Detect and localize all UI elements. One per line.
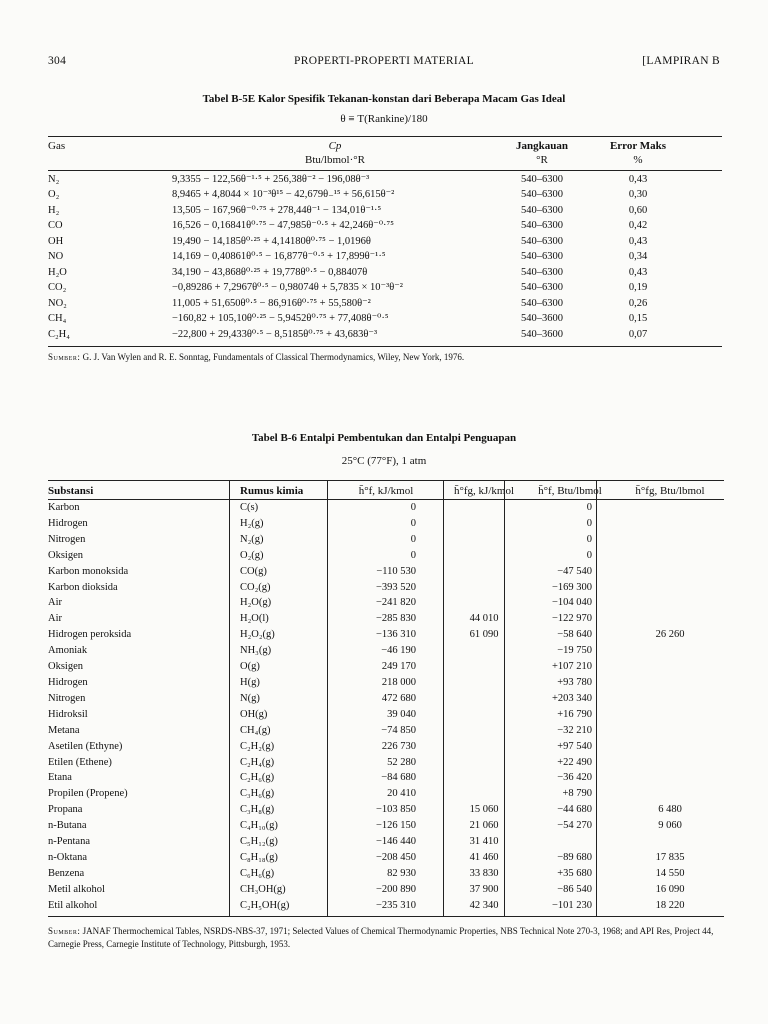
hfg-si-value [444,500,524,516]
chemical-formula: NH₃(g) [240,645,272,657]
cp-formula: 13,505 − 167,96θ⁻⁰·⁷⁵ + 278,44θ⁻¹ − 134,01θ⁻¹·⁵ [172,204,382,216]
error-value: 0,43 [628,266,648,278]
substance-name: n-Oktana [48,851,88,863]
hfg-us-value [616,723,724,739]
hf-si-value: 52 280 [387,756,416,768]
hfg-us-value [616,691,724,707]
hf-us-value: 0 [586,533,592,545]
chemical-formula: C(s) [240,502,259,513]
range-value: 540–6300 [521,204,563,216]
hf-si-value: 39 040 [387,708,416,720]
source-text: G. J. Van Wylen and R. E. Sonntag, Fundamentals of Classical Thermodynamics, Wiley, New York, 1976. [82,352,465,362]
substance-name: Amoniak [48,645,88,657]
table-b5e-bottom-rule [48,346,722,347]
chemical-formula: N(g) [240,692,260,704]
chemical-formula: N₂(g) [240,533,264,545]
gas-name: NO₂ [48,297,67,309]
chemical-formula: C₄H₁₀(g) [240,820,278,832]
chemical-formula: C₆H₆(g) [240,867,275,879]
chemical-formula: C₂H₅OH(g) [240,899,290,911]
hfg-si-value [444,755,524,771]
hfg-si-value [444,548,524,564]
hf-us-value: +203 340 [551,692,592,704]
hf-us-value: +35 680 [557,867,592,879]
divider [229,481,230,916]
range-value: 540–6300 [521,220,563,232]
hfg-us-value [616,755,724,771]
range-value: 540–6300 [521,266,563,278]
hf-us-value: +8 790 [562,788,592,800]
hfg-si-value: 33 830 [469,867,499,879]
substance-name: Air [48,613,62,625]
hfg-si-value: 31 410 [469,836,499,848]
chemical-formula: OH(g) [240,708,268,720]
range-value: 540–6300 [521,251,563,263]
hf-us-value: −86 540 [557,883,592,895]
hfg-si-value [444,564,524,580]
substance-name: Nitrogen [48,692,86,704]
range-value: 540–6300 [521,189,563,201]
hf-si-value: −110 530 [376,565,416,577]
divider [504,481,505,916]
chemical-formula: CH₄(g) [240,724,271,736]
hf-us-value: −104 040 [551,597,592,609]
hf-us-value: 0 [586,549,592,561]
gas-name: N₂ [48,174,60,185]
hfg-us-value [616,548,724,564]
hf-si-value: −84 680 [381,772,416,784]
range-value: 540–6300 [521,174,563,185]
substance-name: Metana [48,724,80,736]
hf-si-value: −136 310 [375,629,416,641]
gas-name: CO [48,220,63,232]
gas-name: OH [48,235,64,247]
substance-name: Metil alkohol [48,883,105,895]
divider [596,481,597,916]
hf-si-value: −241 820 [375,597,416,609]
range-value: 540–3600 [521,313,563,325]
hfg-us-value [616,675,724,691]
substance-name: Hidrogen peroksida [48,629,132,641]
substance-name: Karbon [48,502,80,513]
table-b6-title: Tabel B-6 Entalpi Pembentukan dan Entalpi Penguapan [251,432,517,444]
hf-si-value: 0 [410,502,416,513]
range-value: 540–3600 [521,328,563,340]
hf-si-value: 472 680 [381,692,416,704]
hfg-si-value [444,707,524,723]
hf-us-value: −44 680 [557,804,592,816]
hfg-us-value [616,786,724,802]
hf-us-value: +22 490 [557,756,592,768]
hfg-si-value [444,643,524,659]
error-value: 0,26 [628,297,648,309]
range-value: 540–6300 [521,297,563,309]
substance-name: Propilen (Propene) [48,788,128,800]
hf-si-value: −393 520 [375,581,416,593]
substance-name: Oksigen [48,661,83,673]
substance-name: Etilen (Ethene) [48,756,112,768]
chemical-formula: CH₃OH(g) [240,883,286,895]
chemical-formula: H₂O(g) [240,597,272,609]
hfg-si-value: 61 090 [469,629,499,641]
chemical-formula: H₂O₂(g) [240,629,275,641]
hfg-us-value [616,770,724,786]
source-label: Sumber: [48,926,81,936]
substance-name: Nitrogen [48,533,86,545]
hfg-si-value: 21 060 [469,820,499,832]
hfg-us-value [616,595,724,611]
error-value: 0,19 [628,282,648,294]
hf-si-value: 249 170 [381,661,416,673]
chemical-formula: C₂H₄(g) [240,756,275,768]
hf-us-value: −32 210 [557,724,592,736]
divider [327,481,328,916]
hf-si-value: −208 450 [375,851,416,863]
hf-si-value: 0 [410,517,416,529]
hfg-si-value [444,532,524,548]
running-title: PROPERTI-PROPERTI MATERIAL [294,55,474,67]
header-hfg-us: h̄°fg, Btu/lbmol [635,485,705,497]
hf-si-value: 82 930 [387,867,416,879]
hfg-us-value: 9 060 [658,820,682,832]
cp-formula: −160,82 + 105,10θ⁰·²⁵ − 5,9452θ⁰·⁷⁵ + 77,408θ⁻⁰·⁵ [172,313,389,325]
hf-si-value: −103 850 [375,804,416,816]
cp-formula: 9,3355 − 122,56θ⁻¹·⁵ + 256,38θ⁻² − 196,08θ⁻³ [172,174,370,185]
hfg-si-value [444,786,524,802]
error-value: 0,60 [628,204,648,216]
hfg-us-value [616,564,724,580]
hfg-us-value [616,500,724,516]
hfg-si-value: 42 340 [469,899,499,911]
substance-name: Hidrogen [48,676,88,688]
gas-name: CO₂ [48,282,67,294]
header-hf-si: h̄°f, kJ/kmol [358,485,414,497]
hfg-si-value [444,739,524,755]
substance-name: Oksigen [48,549,83,561]
hf-si-value: 218 000 [381,676,416,688]
hf-us-value: −19 750 [557,645,592,657]
hf-us-value: −101 230 [551,899,592,911]
table-b5e-body [48,172,692,342]
gas-name: CH₄ [48,313,67,325]
chemical-formula: CO(g) [240,565,267,577]
cp-formula: 8,9465 + 4,8044 × 10⁻³θ¹⁵ − 42,679θ₋¹⁵ + 56,615θ⁻² [172,189,395,201]
hfg-us-value: 17 835 [655,851,685,863]
hfg-si-value [444,580,524,596]
chemical-formula: O(g) [240,661,260,673]
substance-name: Hidroksil [48,708,88,720]
hfg-si-value: 15 060 [469,804,499,816]
substance-name: n-Butana [48,820,87,832]
error-value: 0,42 [628,220,648,232]
error-value: 0,34 [628,251,648,263]
substance-name: Etil alkohol [48,899,98,911]
hfg-us-value [616,834,724,850]
table-b5e-top-rule [48,136,722,137]
substance-name: Karbon monoksida [48,565,129,577]
substance-name: Benzena [48,867,85,879]
page-number: 304 [48,55,67,67]
hfg-us-value [616,739,724,755]
gas-name: NO [48,251,64,263]
hf-si-value: −200 890 [375,883,416,895]
hfg-si-value [444,723,524,739]
substance-name: n-Pentana [48,836,90,848]
header-hfg-si: h̄°fg, kJ/kmol [453,485,514,497]
chemical-formula: C₈H₁₈(g) [240,851,278,863]
hf-si-value: 226 730 [381,740,416,752]
hf-si-value: −235 310 [375,899,416,911]
hfg-si-value [444,516,524,532]
hfg-us-value [616,532,724,548]
hf-si-value: −46 190 [381,645,416,657]
hfg-si-value [444,675,524,691]
hf-us-value: −47 540 [557,565,592,577]
hf-si-value: −285 830 [375,613,416,625]
hfg-si-value: 41 460 [469,851,499,863]
chemical-formula: H₂(g) [240,517,264,529]
hfg-us-value [616,643,724,659]
chemical-formula: C₂H₂(g) [240,740,275,752]
hf-us-value: −54 270 [557,820,592,832]
table-b5e-header-error: Error Maks [609,140,667,152]
source-label: Sumber: [48,352,81,362]
chemical-formula: CO₂(g) [240,581,271,593]
hfg-si-value: 44 010 [469,613,499,625]
substance-name: Propana [48,804,83,816]
range-value: 540–6300 [521,282,563,294]
substance-name: Karbon dioksida [48,581,118,593]
table-b5e-header-rule [48,170,722,171]
chemical-formula: H(g) [240,676,260,688]
table-b5e-header-cp: Cp [328,140,342,152]
cp-formula: −0,89286 + 7,2967θ⁰·⁵ − 0,98074θ + 5,7835 × 10⁻³θ⁻² [172,282,403,294]
chemical-formula: C₃H₈(g) [240,804,275,816]
chemical-formula: O₂(g) [240,549,264,561]
hf-us-value: 0 [586,517,592,529]
error-value: 0,30 [628,189,648,201]
substance-name: Asetilen (Ethyne) [48,740,123,752]
gas-name: H₂O [48,266,67,278]
table-b5e-subtitle: θ ≡ T(Rankine)/180 [340,113,428,125]
table-b5e-header-gas: Gas [48,140,66,152]
hfg-us-value [616,516,724,532]
table-b5e-title: Tabel B-5E Kalor Spesifik Tekanan-konstan dari Beberapa Macam Gas Ideal [202,93,566,105]
header-formula: Rumus kimia [240,485,304,497]
table-b6-source [48,925,720,951]
gas-name: H₂ [48,204,60,216]
hfg-us-value: 14 550 [655,867,685,879]
table-b6-header [48,484,724,500]
section-label: [LAMPIRAN B [642,55,720,67]
chemical-formula: C₂H₆(g) [240,772,275,784]
hfg-us-value [616,707,724,723]
hf-si-value: −146 440 [375,836,416,848]
hf-us-value: −36 420 [557,772,592,784]
substance-name: Hidrogen [48,517,88,529]
cp-formula: 11,005 + 51,650θ⁰·⁵ − 86,916θ⁰·⁷⁵ + 55,580θ⁻² [172,297,371,309]
gas-name: C₂H₄ [48,328,70,340]
substance-name: Air [48,597,62,609]
table-b5e-header-cp-unit: Btu/lbmol·°R [304,154,366,166]
hf-us-value: −58 640 [557,629,592,641]
error-value: 0,07 [628,328,648,340]
hfg-si-value: 37 900 [469,883,499,895]
cp-formula: 16,526 − 0,16841θ⁰·⁷⁵ − 47,985θ⁻⁰·⁵ + 42,246θ⁻⁰·⁷⁵ [172,220,394,232]
table-b5e-header-range: Jangkauan [516,140,568,152]
hfg-si-value [444,595,524,611]
hf-us-value: +107 210 [551,661,592,673]
chemical-formula: C₅H₁₂(g) [240,836,278,848]
table-b6-bottom-rule [48,916,724,917]
hfg-us-value: 16 090 [655,883,685,895]
table-b6-body [48,500,724,914]
hfg-si-value [444,659,524,675]
table-b6-subtitle: 25°C (77°F), 1 atm [341,455,427,467]
cp-formula: 14,169 − 0,40861θ⁰·⁵ − 16,877θ⁻⁰·⁵ + 17,899θ⁻¹·⁵ [172,251,386,263]
hfg-si-value [444,691,524,707]
hfg-us-value [616,580,724,596]
hf-us-value: +16 790 [557,708,592,720]
divider [443,481,444,916]
substance-name: Etana [48,772,72,784]
hf-si-value: 20 410 [387,788,416,800]
hfg-si-value [444,770,524,786]
hf-si-value: 0 [410,549,416,561]
hf-si-value: −126 150 [375,820,416,832]
table-b5e-source [48,352,464,362]
hf-us-value: +93 780 [557,676,592,688]
hfg-us-value [616,611,724,627]
table-b5e-header-range-unit: °R [536,154,548,166]
error-value: 0,43 [628,235,648,247]
hf-si-value: 0 [410,533,416,545]
gas-name: O₂ [48,189,60,201]
cp-formula: 19,490 − 14,185θ⁰·²⁵ + 4,14180θ⁰·⁷⁵ − 1,0196θ [172,235,371,247]
hf-us-value: −122 970 [551,613,592,625]
cp-formula: −22,800 + 29,433θ⁰·⁵ − 8,5185θ⁰·⁷⁵ + 43,683θ⁻³ [172,328,378,340]
hf-us-value: −89 680 [557,851,592,863]
cp-formula: 34,190 − 43,868θ⁰·²⁵ + 19,778θ⁰·⁵ − 0,88407θ [172,266,368,278]
hf-us-value [524,834,616,850]
hf-us-value: 0 [586,502,592,513]
hf-si-value: −74 850 [381,724,416,736]
source-text: JANAF Thermochemical Tables, NSRDS-NBS-37, 1971; Selected Values of Chemical Thermodynamic Properties, NBS Technical Note 270-3, 1968; and API Res, Project 44, Carnegie Press, Carnegie Institute of Technology, Pittsburgh, 1953. [48,926,714,949]
hfg-us-value: 18 220 [655,899,685,911]
header-hf-us: h̄°f, Btu/lbmol [538,485,602,497]
hf-us-value: −169 300 [551,581,592,593]
header-substance: Substansi [48,485,94,497]
chemical-formula: H₂O(l) [240,613,269,625]
table-b5e-header-error-unit: % [633,154,643,166]
hfg-us-value: 26 260 [655,629,685,641]
table-b6-top-rule [48,480,724,481]
chemical-formula: C₃H₆(g) [240,788,275,800]
error-value: 0,15 [628,313,648,325]
hfg-us-value: 6 480 [658,804,682,816]
error-value: 0,43 [628,174,648,185]
hf-us-value: +97 540 [557,740,592,752]
hfg-us-value [616,659,724,675]
range-value: 540–6300 [521,235,563,247]
